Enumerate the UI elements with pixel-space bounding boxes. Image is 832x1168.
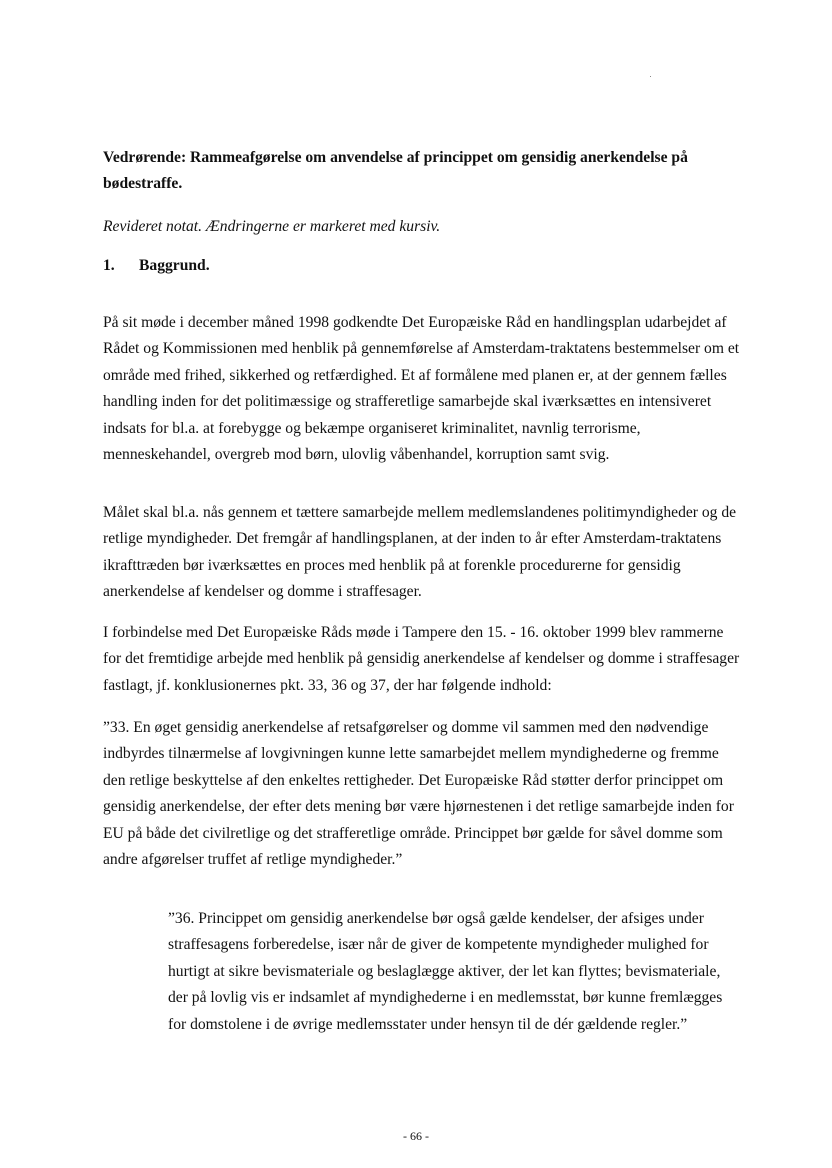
section-title: Baggrund. <box>139 257 210 274</box>
quote-paragraph-33: ”33. En øget gensidig anerkendelse af retsafgørelser og domme vil sammen med den nødvendige indbyrdes tilnærmelse af lovgivningen kunne lette samarbejdet mellem myndighederne og fremme den retlige beskyttelse af den enkeltes rettigheder. Det Europæiske Råd støtter derfor princippet om gensidig anerkendelse, der efter dets mening bør være hjørnestenen i det retlige samarbejde inden for EU på både det civilretlige og det strafferetlige område. Princippet bør gælde for såvel domme som andre afgørelser truffet af retlige myndigheder.” <box>103 719 734 869</box>
quote-paragraph-36: ”36. Princippet om gensidig anerkendelse bør også gælde kendelser, der afsiges under straffesagens forberedelse, især når de giver de kompetente myndigheder mulighed for hurtigt at sikre bevismateriale og beslaglægge aktiver, der let kan flyttes; bevismateriale, der på lovlig vis er indsamlet af myndighederne i en medlemsstat, bør kunne fremlægges for domstolene i de øvrige medlemsstater under hensyn til de dér gældende regler.” <box>168 910 723 1033</box>
document-title: Vedrørende: Rammeafgørelse om anvendelse af princippet om gensidig anerkendelse på bødestraffe. <box>103 149 688 193</box>
section-heading <box>103 253 743 279</box>
section-number: 1. <box>103 257 115 274</box>
scan-speck <box>650 76 651 77</box>
document-subtitle: Revideret notat. Ændringerne er markeret med kursiv. <box>103 218 441 235</box>
paragraph-2: Målet skal bl.a. nås gennem et tættere samarbejde mellem medlemslandenes politimyndigheder og de retlige myndigheder. Det fremgår af handlingsplanen, at der inden to år efter Amsterdam-traktatens ikrafttræden bør iværksættes en proces med henblik på at forenkle procedurerne for gensidig anerkendelse af kendelser og domme i straffesager. <box>103 504 737 601</box>
paragraph-3: I forbindelse med Det Europæiske Råds møde i Tampere den 15. - 16. oktober 1999 blev rammerne for det fremtidige arbejde med henblik på gensidig anerkendelse af kendelser og domme i straffesager fastlagt, jf. konklusionernes pkt. 33, 36 og 37, der har følgende indhold: <box>103 624 740 694</box>
page-number: - 66 - <box>403 1129 429 1143</box>
paragraph-1: På sit møde i december måned 1998 godkendte Det Europæiske Råd en handlingsplan udarbejdet af Rådet og Kommissionen med henblik på gennemførelse af Amsterdam-traktatens bestemmelser om et område med frihed, sikkerhed og retfærdighed. Et af formålene med planen er, at der gennem fælles handling inden for det politimæssige og strafferetlige samarbejde skal iværksættes en intensiveret indsats for bl.a. at forebygge og bekæmpe organiseret kriminalitet, navnlig terrorisme, menneskehandel, overgreb mod børn, ulovlig våbenhandel, korruption samt svig. <box>103 314 740 464</box>
